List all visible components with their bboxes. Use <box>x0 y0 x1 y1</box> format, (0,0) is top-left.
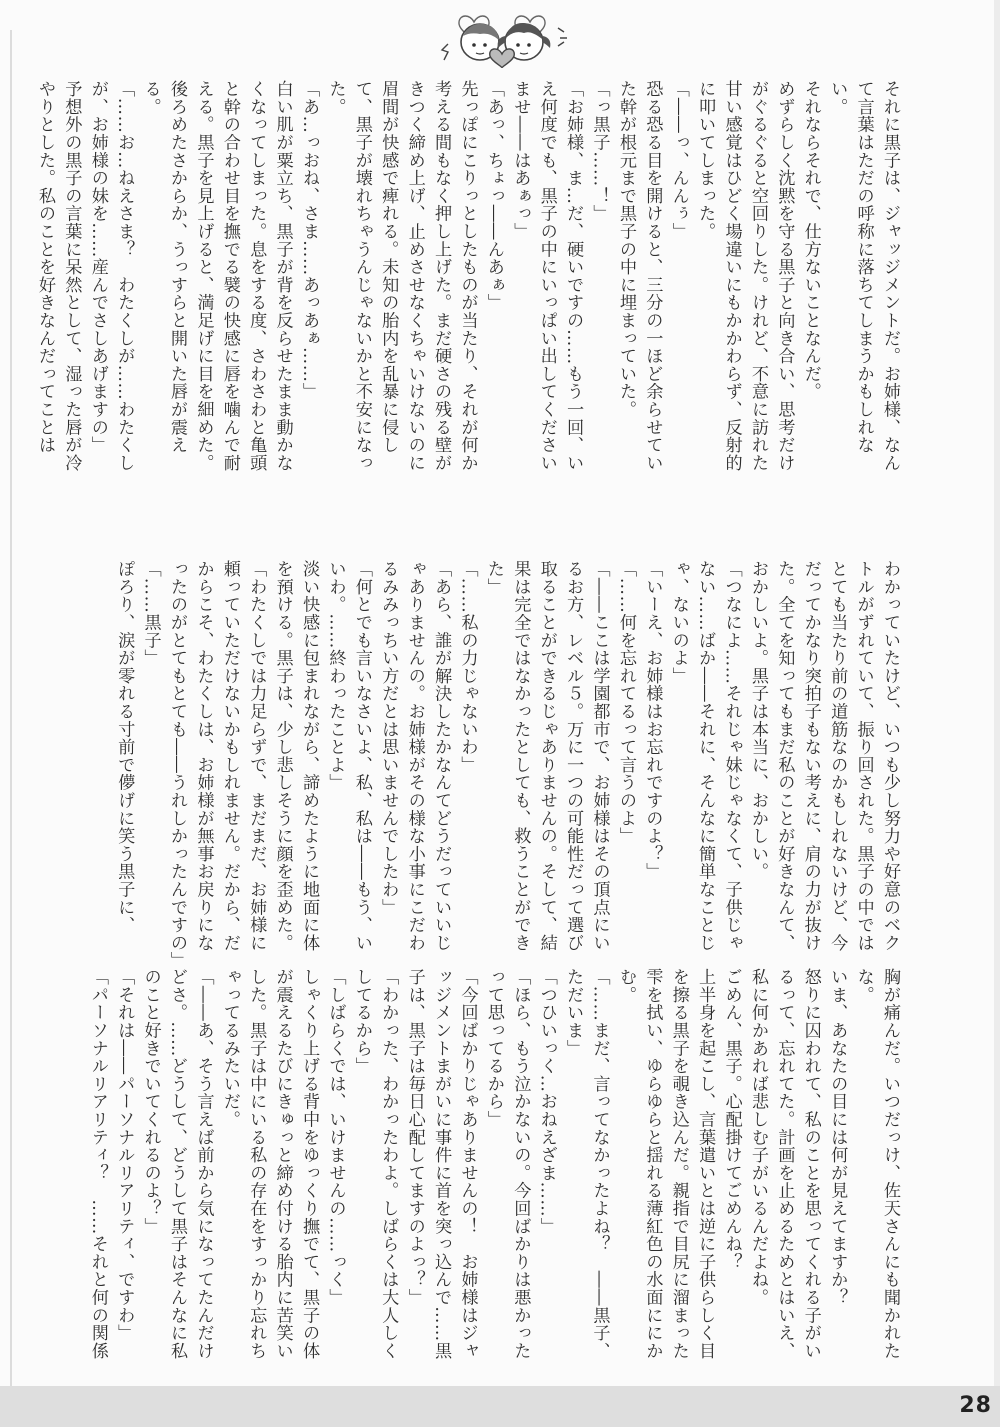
paragraph: 恐る恐る目を開けると、三分の一ほど余らせていた幹が根元まで黒子の中に埋まっていた。 <box>615 80 663 472</box>
paragraph: めずらしく沈黙を守る黒子と向き合い、思考だけがぐるぐると空回りした。けれど、不意に訪れた甘い感覚はひどく場違いにもかかわらず、反射的に叩いてしまった。 <box>695 80 795 472</box>
paragraph: 「わたくしでは力足らずで、まだまだ、お姉様に頼っていただけないかもしれません。だから、だからこそ、わたくしは、お姉様が無事お戻りになったのがとてもとても――うれしかったんですの」 <box>167 560 267 970</box>
paragraph: 予想外の黒子の言葉に呆然として、湿った唇が冷やりとした。私のことを好きなんだってことは <box>35 80 82 472</box>
page-footer-band <box>0 1386 1000 1427</box>
paragraph: 「何とでも言いなさいよ、私、私は――もう、いいわ。……終わったことよ」 <box>325 560 372 952</box>
paragraph: 「……私の力じゃないわ」 <box>457 560 478 774</box>
paragraph: それならそれで、仕方ないことなんだ。 <box>800 80 821 401</box>
paragraph: 胸が痛んだ。いつだっけ、佐天さんにも聞かれたな。 <box>853 968 900 1360</box>
text-block-top <box>35 80 903 485</box>
paragraph: 「あ…っおね、さま……あっあぁ……」 <box>299 80 320 401</box>
text-block-middle <box>113 560 903 970</box>
paragraph: 「――あ、そう言えば前から気になってたんだけどさ。……どうして、どうして黒子はそんなに私のこと好きでいてくれるのよ？」 <box>140 968 214 1360</box>
paragraph: 先っぽにこりっとしたものが当たり、それが何か考える間もなく押し上げた。まだ硬さの残る壁がきつく締め上げ、止めさせなくちゃいけないのに眉間が快感で痺れる。未知の胎内を乱暴に侵して、黒子が壊れちゃうんじゃないかと不安になった。 <box>325 80 478 472</box>
text-block-bottom <box>87 968 903 1368</box>
paragraph: 「あっ、ちょっ――んあぁ」 <box>483 80 504 312</box>
paragraph: 「……まだ、言ってなかったよね？ ――黒子、ただいま」 <box>563 968 610 1360</box>
paragraph: 「つひいっく…おねえざま……」 <box>536 968 557 1235</box>
paragraph: 「ほら、もう泣かないの。今回ばかりは悪かったって思ってるから」 <box>483 968 531 1360</box>
paragraph: 「それは――パーソナルリアリティ、ですわ」 <box>114 968 135 1342</box>
paragraph: 上半身を起こし、言葉遣いとは逆に子供らしく目を擦る黒子を覗き込んだ。親指で目尻に溜まった雫を拭い、ゆらゆらと揺れる薄紅色の水面ににかむ。 <box>615 968 716 1360</box>
paragraph: わかっていたけど、いつも少し努力や好意のベクトルがずれていて、振り回された。黒子の中ではとても当たり前の道筋なのかもしれないけど、今だってかなり突拍子もない考えに、肩の力が抜けた。全てを知ってもまだ私のことが好きなんて、おかしいよ。黒子は本当に、おかしい。 <box>747 560 900 952</box>
paragraph: 怒りに囚われて、私のことを思ってくれる子がいるって、忘れてた。計画を止めるためとはいえ、私に何かあれば悲しむ子がいるんだよね。 <box>747 968 821 1360</box>
paragraph: 「いーえ、お姉様はお忘れですのよ？」 <box>642 560 663 881</box>
paragraph: 「……黒子」 <box>140 560 161 667</box>
paragraph: 「――っ、んんぅ」 <box>668 80 689 241</box>
paragraph: それに黒子は、ジャッジメントだ。お姉様、なんて言葉はただの呼称に落ちてしまうかもしれない。 <box>827 80 900 472</box>
paragraph: 「今回ばかりじゃありませんの！ お姉様はジャッジメントまがいに事件に首を突っ込んで……黒子は、黒子は毎日心配してますのよっ？」 <box>404 968 478 1360</box>
paragraph: 淡い快感に包まれながら、諦めたように地面に体を預ける。黒子は、少し悲しそうに顔を歪めた。 <box>272 560 320 952</box>
page-number: 28 <box>959 1393 992 1418</box>
chibi-characters-heart-icon <box>418 8 588 70</box>
paragraph: 「つなによ……それじゃ妹じゃなくて、子供じゃない……ばか――それに、そんなに簡単なことじゃ、ないのよ」 <box>668 560 742 952</box>
paragraph: 「……何を忘れてるって言うのよ」 <box>615 560 636 845</box>
page-edge-left <box>10 30 12 1390</box>
paragraph: 白い肌が粟立ち、黒子が背を反らせたまま動かなくなってしまった。息をする度、さわさわと亀頭と幹の合わせ目を撫でる襞の快感に唇を噛んで耐える。黒子を見上げると、満足げに目を細めた。後ろめたさからか、うっすらと開いた唇が震える。 <box>140 80 293 472</box>
paragraph: 「あら、誰が解決したかなんてどうだっていいじゃありませんの。お姉様がその様な小事にこだわるみみっちい方だとは思いませんでしたわ」 <box>378 560 452 952</box>
paragraph: 「お姉様、ま…だ、硬いですの……もう一回、いえ何度でも、黒子の中にいっぱい出してくださいませ――はあぁっ」 <box>510 80 584 472</box>
paragraph: 「わかった、わかったわよ。しばらくは大人しくしてるから」 <box>351 968 399 1360</box>
paragraph: 「……お…ねえさま？ わたくしが……わたくしが、お姉様の妹を……産んでさしあげますの」 <box>87 80 135 472</box>
paragraph: しゃくり上げる背中をゆっくり撫でて、黒子の体が震えるたびにきゅっと締め付ける胎内に苦笑いした。黒子は中にいる私の存在をすっかり忘れちゃってるみたいだ。 <box>219 968 320 1360</box>
paragraph: 「パーソナルリアリティ？ ……それと何の関係 <box>87 968 108 1360</box>
paragraph: 「――ここは学園都市で、お姉様はその頂点にいるお方、レベル５。万に一つの可能性だって選び取ることができるじゃありませんの。そして、結果は完全ではなかったとしても、救うことができた」 <box>483 560 610 952</box>
paragraph: いま、あなたの目には何が見えてますか？ <box>827 968 848 1307</box>
paragraph: 「っ黒子……！」 <box>589 80 610 223</box>
paragraph: ごめん、黒子。心配掛けてごめんね？ <box>721 968 742 1271</box>
paragraph: 「しばらくでは、いけませんの……っく」 <box>325 968 346 1307</box>
paragraph: ぽろり、涙が零れる寸前で儚げに笑う黒子に、 <box>114 560 135 934</box>
page-edge-right <box>994 0 1000 1427</box>
